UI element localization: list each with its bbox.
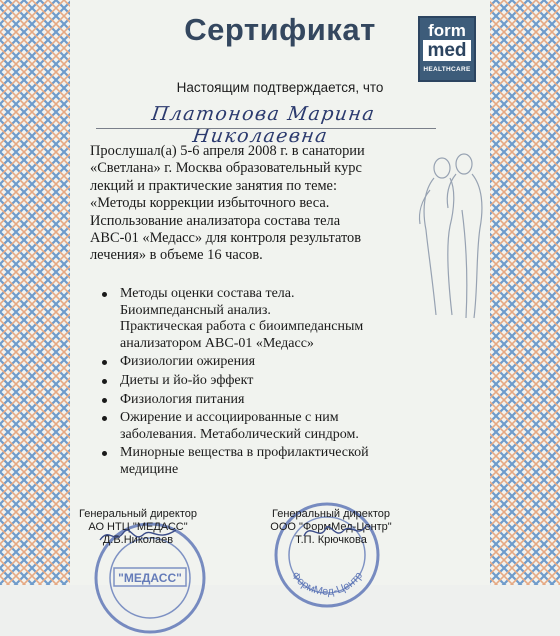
topic-line: медицине: [120, 461, 179, 477]
topic-line: Физиология питания: [120, 391, 245, 407]
topic-line: анализатором АВС-01 «Медасс»: [120, 335, 314, 351]
topic-item: [100, 410, 420, 443]
description-line: лекций и практические занятия по теме:: [90, 177, 337, 194]
topic-item: [100, 445, 420, 478]
description-line: Использование анализатора состава тела: [90, 212, 341, 229]
course-description: [90, 143, 402, 265]
signatory-person: Д.В.Николаев: [102, 534, 174, 546]
handwritten-signature-right: [300, 520, 370, 544]
signatory-role: Генеральный директор: [272, 508, 390, 520]
signatory-organization: АО НТЦ "МЕДАСС": [88, 521, 188, 533]
signatory-role: Генеральный директор: [79, 508, 197, 520]
stamp-text: ФормМед-Центр: [288, 569, 366, 598]
topic-line: Практическая работа с биоимпедансным: [120, 319, 364, 335]
formmed-logo: [418, 16, 476, 82]
logo-healthcare-text: HEALTHCARE: [423, 66, 471, 73]
description-line: «Светлана» г. Москва образовательный курс: [90, 160, 362, 177]
description-line: Прослушал(а) 5-6 апреля 2008 г. в санатории: [90, 143, 365, 159]
topic-item: [100, 286, 420, 352]
svg-text:ФормМед-Центр: [289, 570, 365, 598]
certificate-title: Сертификат: [184, 12, 376, 47]
topic-line: Физиологии ожирения: [120, 354, 256, 370]
logo-med-text: med: [423, 40, 471, 61]
topic-item: [100, 373, 420, 390]
confirmation-text: Настоящим подтверждается, что: [176, 80, 384, 95]
description-line: лечения» в объеме 16 часов.: [90, 247, 263, 264]
logo-form-text: form: [428, 21, 466, 40]
name-underline: [96, 128, 436, 129]
topic-line: Ожирение и ассоциированные с ним: [120, 410, 339, 426]
topic-line: заболевания. Метаболический синдром.: [120, 426, 359, 442]
topic-line: Биоимпедансный анализ.: [120, 302, 271, 318]
topic-line: Диеты и йо-йо эффект: [120, 372, 254, 388]
topic-line: Минорные вещества в профилактической: [120, 445, 369, 461]
signatory-person: Т.П. Крючкова: [295, 534, 367, 546]
stamp-text: "МЕДАСС": [118, 571, 182, 585]
topic-item: [100, 392, 420, 409]
description-line: «Методы коррекции избыточного веса.: [90, 195, 330, 212]
topic-item: [100, 354, 420, 371]
handwritten-signature-left: [96, 522, 180, 548]
description-line: АВС-01 «Медасс» для контроля результатов: [90, 230, 362, 247]
topic-line: Методы оценки состава тела.: [120, 286, 295, 301]
topics-list: [100, 286, 420, 481]
silhouette-couple-illustration: [412, 150, 490, 320]
signatory-organization: ООО "ФормМед-Центр": [270, 521, 392, 533]
recipient-name: Платонова Марина Николаевна: [150, 103, 377, 147]
